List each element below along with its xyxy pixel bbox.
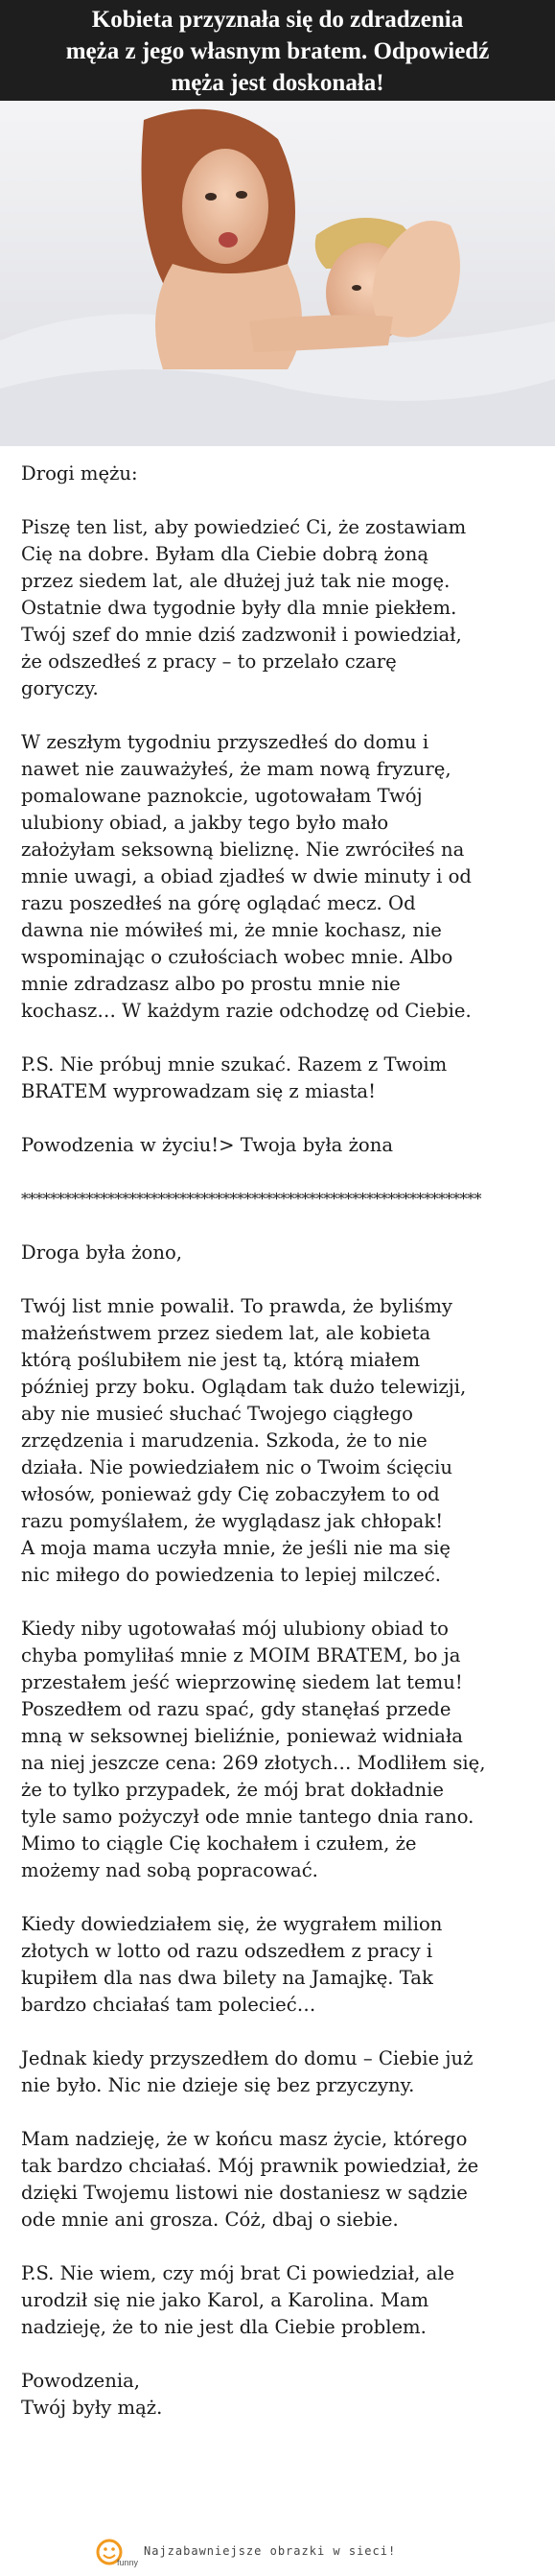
letter1-paragraph-1: Piszę ten list, aby powiedzieć Ci, że zostawiam Cię na dobre. Byłam dla Ciebie dobrą żoną przez siedem lat, ale dłużej już tak nie mogę. Ostatnie dwa tygodnie były dla mnie piekłem. Twój szef do mnie dziś zadzwonił i powiedział, że odszedłeś z pracy – to przelało czarę goryczy. — [21, 516, 467, 699]
letter2-paragraph-5: Mam nadzieję, że w końcu masz życie, którego tak bardzo chciałaś. Mój prawnik powiedział, że dzięki Twojemu listowi nie dostaniesz w sądzie ode mnie ani grosza. Cóż, dbaj o siebie. — [21, 2128, 479, 2231]
site-footer — [0, 2528, 555, 2576]
article-title — [0, 4, 555, 99]
title-line-3: męża jest doskonała! — [171, 70, 384, 96]
title-line-2: męża z jego własnym bratem. Odpowiedź — [65, 38, 490, 64]
funny-logo-icon[interactable] — [96, 2536, 138, 2568]
letter1-greeting: Drogi mężu: — [21, 462, 138, 484]
letter1-paragraph-2: W zeszłym tygodniu przyszedłeś do domu i nawet nie zauważyłeś, że mam nową fryzurę, pomalowane paznokcie, ugotowałam Twój ulubiony obiad, a jakby tego było mało założyłam seksowną bieliznę. Nie zwróciłeś na mnie uwagi, a obiad zjadłeś w dwie minuty i od razu poszedłeś na górę oglądać mecz. Od dawna nie mówiłeś mi, że mnie kochasz, nie wspominając o czułościach wobec mnie. Albo mnie zdradzasz albo po prostu mnie nie kochasz… W każdym razie odchodzę od Ciebie. — [21, 731, 472, 1022]
letter2-paragraph-1: Twój list mnie powalił. To prawda, że byliśmy małżeństwem przez siedem lat, ale kobieta którą poślubiłem nie jest tą, którą miałem później przy boku. Oglądam tak dużo telewizji, aby nie musieć słuchać Twojego ciągłego zrzędzenia i marudzenia. Szkoda, że to nie działa. Nie powiedziałem nic o Twoim ścięciu włosów, ponieważ gdy Cię zobaczyłem to od razu pomyślałem, że wyglądasz jak chłopak! A moja mama uczyła mnie, że jeśli nie ma się nic miłego do powiedzenia to lepiej milczeć. — [21, 1295, 467, 1586]
letter2-closing: Powodzenia, Twój były mąż. — [21, 2370, 163, 2419]
separator-line: **************************************************************** — [21, 1190, 481, 1208]
couple-photo — [0, 101, 555, 446]
footer-tagline: Najzabawniejsze obrazki w sieci! — [144, 2544, 397, 2558]
letter1-postscript: P.S. Nie próbuj mnie szukać. Razem z Twoim BRATEM wyprowadzam się z miasta! — [21, 1053, 448, 1102]
letter2-postscript: P.S. Nie wiem, czy mój brat Ci powiedział, ale urodził się nie jako Karol, a Karolina. Mam nadzieję, że to nie jest dla Ciebie problem. — [21, 2262, 455, 2338]
title-line-1: Kobieta przyznała się do zdradzenia — [91, 7, 464, 33]
logo-wordmark: funny — [117, 2558, 138, 2567]
letter2-greeting: Droga była żono, — [21, 1241, 182, 1264]
letter2-paragraph-4: Jednak kiedy przyszedłem do domu – Ciebie już nie było. Nic nie dzieje się bez przyczyny. — [21, 2047, 474, 2096]
title-banner — [0, 0, 555, 101]
letter1-closing: Powodzenia w życiu!> Twoja była żona — [21, 1134, 393, 1156]
letter2-paragraph-2: Kiedy niby ugotowałaś mój ulubiony obiad to chyba pomyliłaś mnie z MOIM BRATEM, bo ja przestałem jeść wieprzowinę siedem lat temu! Poszedłem od razu spać, gdy stanęłaś przede mną w seksownej bieliźnie, ponieważ widniała na niej jeszcze cena: 269 złotych… Modliłem się, że to tylko przypadek, że mój brat dokładnie tyle samo pożyczył ode mnie tantego dnia rano. Mimo to ciągle Cię kochałem i czułem, że możemy nad sobą popracować. — [21, 1618, 486, 1881]
couple-photo-illustration — [0, 101, 555, 446]
letter2-paragraph-3: Kiedy dowiedziałem się, że wygrałem milion złotych w lotto od razu odszedłem z pracy i kupiłem dla nas dwa bilety na Jamajkę. Tak bardzo chciałaś tam polecieć… — [21, 1913, 443, 2016]
article-body — [21, 461, 543, 2448]
